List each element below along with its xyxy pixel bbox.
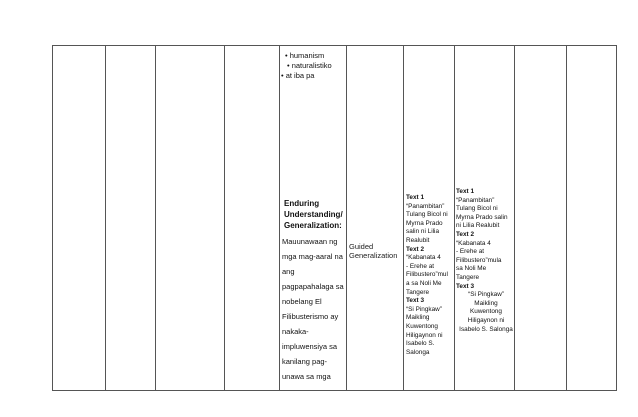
text-line: Kuwentong	[470, 308, 502, 316]
text-line: Myrna Prado salin	[456, 213, 508, 221]
list-item: • humanism	[285, 51, 325, 60]
text-line: Myrna Prado	[406, 219, 443, 227]
text-line: Tangere	[456, 273, 480, 281]
column-divider	[105, 46, 106, 390]
text-line: Hiligaynon ni	[467, 316, 505, 324]
text-line: Filibustero”mul	[406, 271, 448, 279]
text-heading: Text 2	[456, 230, 474, 238]
text-line: “Panambitan”	[456, 196, 495, 204]
approach-list	[281, 51, 343, 81]
column-divider	[346, 46, 347, 390]
text-line: Kuwentong	[406, 322, 438, 330]
texts-cell-b	[456, 188, 516, 334]
column-divider	[566, 46, 567, 390]
text-line: “Panambitan”	[406, 202, 445, 210]
column-divider	[454, 46, 455, 390]
enduring-understanding-heading: Enduring Understanding/ Generalization:	[284, 199, 343, 230]
text-line: Tulang Bicol ni	[406, 211, 448, 219]
text-line: - Erehe at	[456, 248, 485, 256]
activity-cell: Guided Generalization	[349, 242, 398, 260]
text-line: Salonga	[406, 348, 430, 356]
texts-cell-a	[406, 194, 454, 357]
text-line: Maikling	[474, 299, 498, 307]
text-line: - Erehe at	[406, 262, 435, 270]
text-line: “Kabanata 4	[406, 254, 441, 262]
text-heading: Text 2	[406, 245, 424, 253]
text-line: sa Noli Me	[456, 265, 487, 273]
text-line: a sa Noli Me	[406, 279, 442, 287]
text-line: Isabelo S. Salonga	[459, 325, 513, 333]
text-line: “Kabanata 4	[456, 239, 491, 247]
text-line: “Si Pingkaw”	[406, 305, 442, 313]
text-line: “Si Pingkaw”	[468, 291, 504, 299]
column-divider	[155, 46, 156, 390]
column-divider	[279, 46, 280, 390]
text-heading: Text 3	[456, 282, 474, 290]
text-line: Tangere	[406, 288, 430, 296]
text-line: ni Lilia Realubit	[456, 222, 500, 230]
text-line: Realubit	[406, 236, 430, 244]
list-item: • at iba pa	[281, 71, 315, 80]
text-line: salin ni Lilia	[406, 228, 440, 236]
enduring-understanding-text: Mauunawaan ng mga mag-aaral na ang pagpapahalaga sa nobelang El Filibusterismo ay nakaka- impluwensiya sa kanilang pag- unawa sa mga	[282, 237, 344, 381]
text-line: Maikling	[406, 314, 430, 322]
column-divider	[403, 46, 404, 390]
column-divider	[224, 46, 225, 390]
lesson-plan-table	[52, 45, 617, 391]
text-line: Filibustero”mula	[456, 256, 502, 264]
text-line: Hiligaynon ni	[406, 331, 443, 339]
text-heading: Text 3	[406, 297, 424, 305]
list-item: • naturalistiko	[287, 61, 332, 70]
text-line: Tulang Bicol ni	[456, 205, 498, 213]
text-heading: Text 1	[456, 188, 474, 195]
text-heading: Text 1	[406, 194, 424, 201]
text-line: Isabelo S.	[406, 340, 435, 348]
enduring-understanding-cell	[282, 198, 344, 384]
